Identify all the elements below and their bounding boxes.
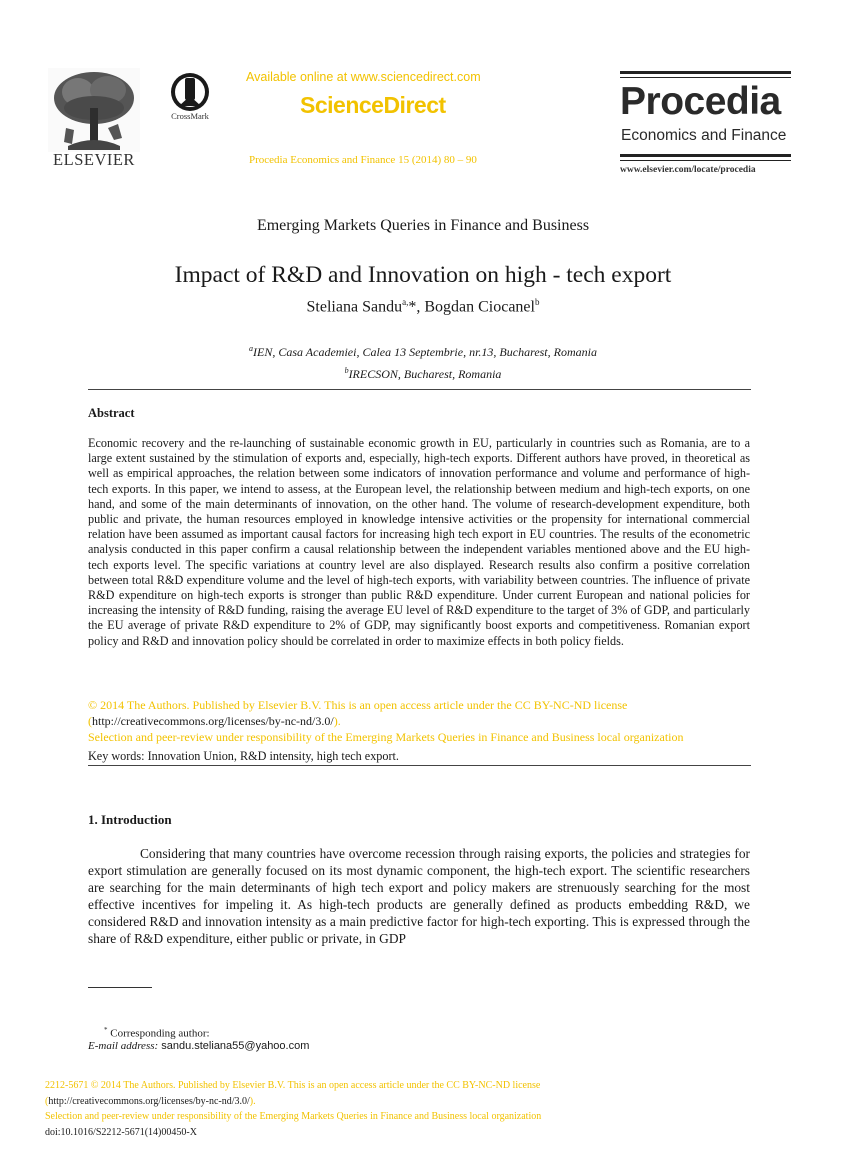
bottom-license-block: [45, 1078, 805, 1140]
license-open: (: [88, 714, 92, 728]
bottom-license-url-link[interactable]: http://creativecommons.org/licenses/by-nc-nd/3.0/: [48, 1095, 250, 1107]
section-heading-introduction: 1. Introduction: [88, 812, 172, 827]
procedia-rule: [620, 77, 791, 78]
crossmark-label: CrossMark: [171, 111, 209, 121]
affiliation-a-text: IEN, Casa Academiei, Calea 13 Septembrie, nr.13, Bucharest, Romania: [253, 345, 597, 359]
available-online-text[interactable]: Available online at www.sciencedirect.com: [246, 70, 481, 84]
procedia-subtitle: Economics and Finance: [621, 127, 787, 144]
author-1: Steliana Sandu: [306, 298, 403, 316]
affiliation-b-text: IRECSON, Bucharest, Romania: [348, 367, 502, 381]
author-1-sup: a,: [402, 297, 409, 307]
affiliation-a-sup: a: [249, 344, 254, 353]
bottom-license-url-line: [45, 1094, 805, 1110]
procedia-rule: [620, 154, 791, 157]
author-2: , Bogdan Ciocanel: [416, 298, 535, 316]
paper-title: Impact of R&D and Innovation on high - tech export: [174, 262, 672, 288]
affiliation-b: [0, 366, 846, 382]
license-url-line: [88, 713, 768, 729]
peer-review-line: Selection and peer-review under responsibility of the Emerging Markets Queries in Finance and Business local organization: [88, 730, 684, 744]
email-address[interactable]: sandu.steliana55@yahoo.com: [158, 1040, 310, 1052]
conference-name: Emerging Markets Queries in Finance and Business: [256, 217, 590, 234]
bottom-license-open: (: [45, 1095, 49, 1107]
affiliation-b-sup: b: [344, 366, 349, 375]
license-close: ).: [333, 714, 341, 728]
license-line: © 2014 The Authors. Published by Elsevier B.V. This is an open access article under the CC BY-NC-ND license: [88, 698, 628, 712]
publisher-name: ELSEVIER: [53, 150, 135, 169]
author-2-sup: b: [534, 297, 540, 307]
corresponding-label: Corresponding author:: [107, 1027, 210, 1040]
email-line: [88, 1040, 309, 1052]
divider: [88, 765, 751, 766]
introduction-body: Considering that many countries have overcome recession through raising exports, the policies and strategies for export stimulation are generally focused on its most dynamic component, the high-tech export. The scientific researchers are searching for the main determinants of high tech export and policy makers are strenuously searching for the most effective incentives for impeling it. As high-tech products are generally defined as products embedding R&D, we considered R&D and innovation intensity as a main predictive factor for high-tech exporting. This is expressed through the share of R&D expenditure, either public or private, in GDP: [88, 846, 750, 946]
procedia-rule: [620, 71, 791, 74]
bottom-license-line: 2212-5671 © 2014 The Authors. Published by Elsevier B.V. This is an open access article under the CC BY-NC-ND license: [45, 1080, 541, 1091]
abstract-body: Economic recovery and the re-launching of sustainable economic growth in EU, particularly in countries such as Romania, are to a large extent sustained by the stimulation of exports and, especially, high-tech exports. Different authors have proved, in theoretical as well as empirical approaches, the relation between some indicators of innovation performance and volume and performance of high-tech exports. In this paper, we intend to assess, at the European level, the relationship between medium and high-tech exports, on one hand, and some of the main determinants of innovation, on the other hand. The volume of research-development expenditure, both public and private, the human resources employed in knowledge intensive activities or the propensity for international commercial relation have been assumed as important causal factors for increasing high tech export in EU countries. The results of the econometric analysis conducted in this paper confirm a causal relationship between the independent variables mentioned above and the EU high-tech exports level. The specific variations at country level are also displayed. Research results also confirm a positive correlation between total R&D expenditure volume and the level of high-tech exports, with variability between countries. The influence of private R&D expenditure on high-tech exports is stronger than public R&D expenditure. Under current European and national policies for increasing the intensity of R&D funding, raising the average EU level of R&D expenditure to the target of 3% of GDP, and particularly the EU average of private R&D expenditure to 2% of GDP, may significantly boost exports and competitiveness. Romanian export policy and R&D and innovation policy should be correlated in order to maximize effects in both policy fields.: [88, 436, 750, 648]
procedia-url[interactable]: www.elsevier.com/locate/procedia: [620, 165, 756, 175]
doi[interactable]: doi:10.1016/S2212-5671(14)00450-X: [45, 1126, 197, 1138]
footnote-star: *: [104, 1026, 108, 1034]
author-line: [0, 297, 846, 316]
procedia-title: Procedia: [620, 80, 781, 123]
corresponding-author-note: [104, 1026, 210, 1040]
sciencedirect-logo-text: ScienceDirect: [300, 92, 446, 118]
corresponding-star: *: [408, 298, 417, 316]
keywords: Key words: Innovation Union, R&D intensity, high tech export.: [88, 749, 399, 763]
bottom-peer-review-line: Selection and peer-review under responsibility of the Emerging Markets Queries in Finance and Business local organization: [45, 1111, 542, 1122]
license-block: [88, 697, 768, 745]
bottom-license-close: ).: [249, 1095, 256, 1107]
procedia-rule: [620, 160, 791, 161]
affiliation-a: [0, 344, 846, 360]
abstract-heading: Abstract: [88, 406, 135, 420]
divider: [88, 389, 751, 390]
email-label: E-mail address:: [88, 1040, 159, 1052]
license-url-link[interactable]: http://creativecommons.org/licenses/by-nc-nd/3.0/: [92, 714, 334, 728]
footnote-rule: [88, 987, 152, 988]
journal-reference: Procedia Economics and Finance 15 (2014) 80 – 90: [249, 154, 477, 166]
